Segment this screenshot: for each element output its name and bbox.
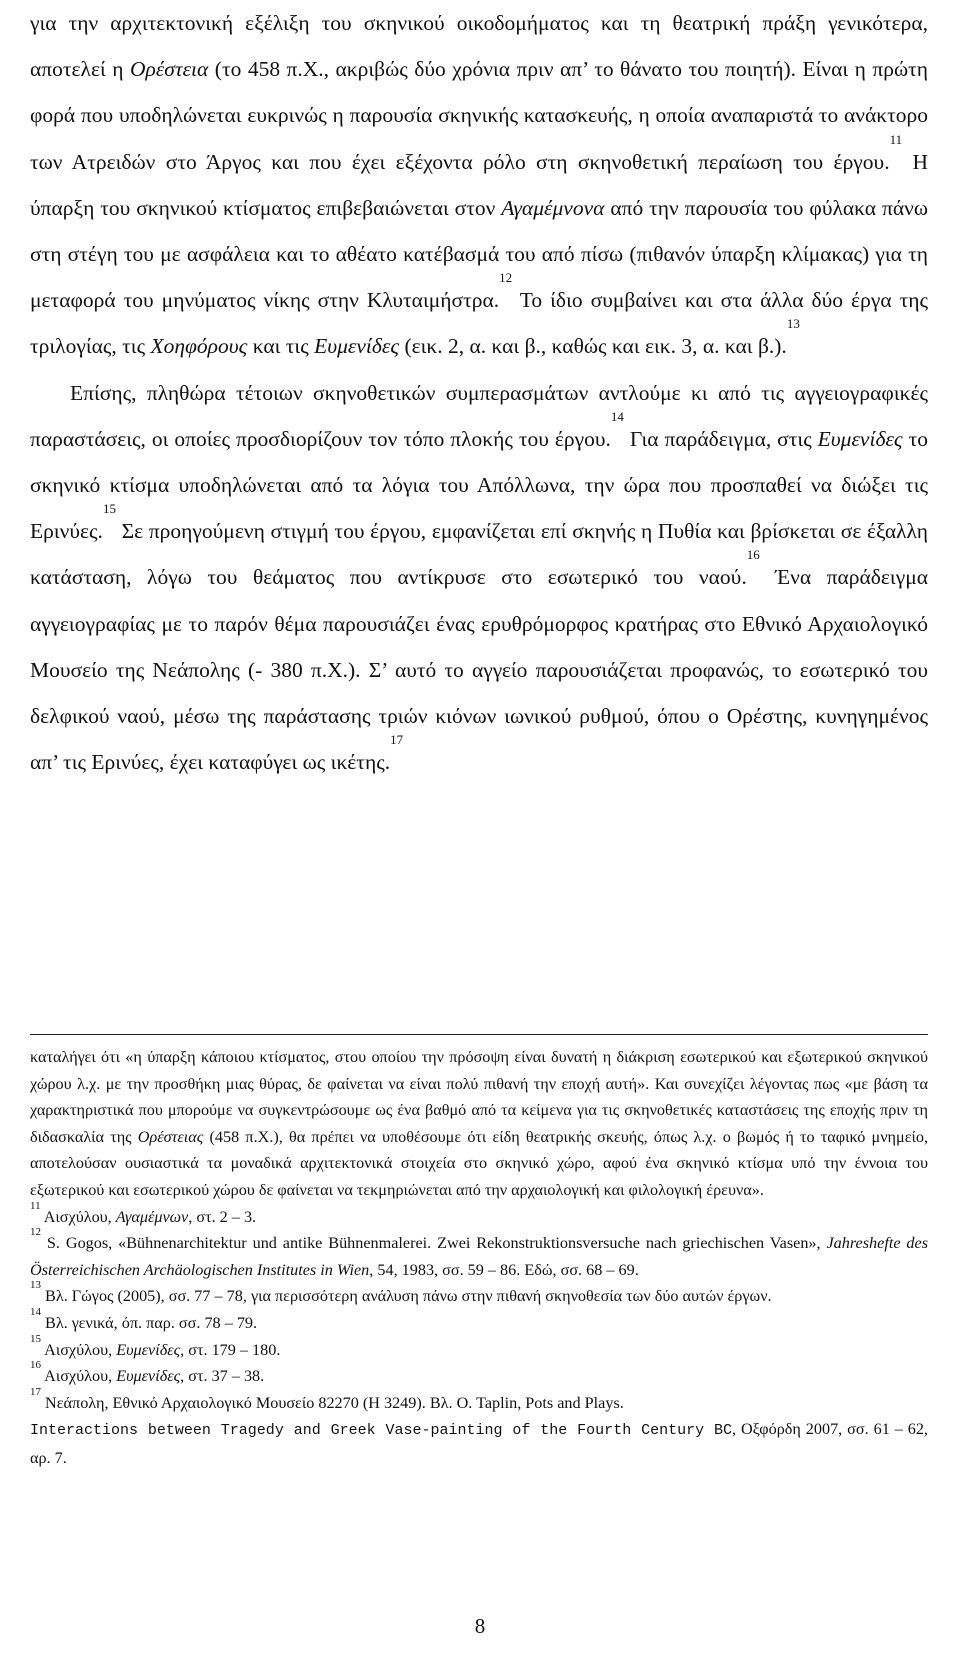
footnote-ref[interactable]: 11 — [889, 131, 903, 147]
page-number: 8 — [474, 1614, 486, 1638]
footnote-13 — [30, 1279, 928, 1310]
italic-title: Ορέστειας — [137, 1127, 204, 1146]
paragraph-2 — [30, 370, 928, 786]
text-run: Ένα παράδειγμα αγγειογραφίας με το παρόν θέμα παρουσιάζει ένας ερυθρόμορφος κρατήρας στο Εθνικό Αρχαιολογικό Μουσείο της Νεάπολης (- 380 π.Χ.). Σ’ αυτό το αγγείο παρουσιάζεται προφανώς, το εσωτερικό του δελφικού ναού, μέσω της παράστασης τριών κιόνων ιωνικού ρυθμού, όπου ο Ορέστης, κυνηγημένος απ’ τις Ερινύες, έχει καταφύγει ως ικέτης. — [30, 565, 929, 775]
footnote-number: 14 — [30, 1305, 41, 1318]
text-run: από την παρουσία του φύλακα πάνω στη στέγη του με ασφάλεια και το αθέατο κατέβασμά του από πίσω (πιθανόν ύπαρξη κλίμακας) για τη μεταφορά του μηνύματος νίκης στην Κλυταιμήστρα. — [30, 195, 928, 313]
text-run: καταλήγει ότι «η ύπαρξη κάποιου κτίσματος, στου οποίου την πρόσοψη είναι δυνατή η διάκριση εσωτερικού και εξωτερικού σκηνικού χώρου λ.χ. με την προσθήκη μιας θύρας, δε φαίνεται να είναι πολύ πιθανή την εποχή αυτή». Και συνεχίζει λέγοντας πως «με βάση τα χαρακτηριστικά που μπορούμε να συγκεντρώσουμε ως ένα βαθμό από τα κείμενα για τις σκηνοθετικές καταστάσεις της εποχής πριν τη διδασκαλία της — [30, 1048, 928, 1146]
footnote-11 — [30, 1199, 928, 1231]
italic-title: Ευμενίδες — [314, 334, 400, 359]
italic-title: Αγαμέμνονα — [501, 195, 605, 220]
footnote-number: 17 — [30, 1385, 41, 1398]
footnote-ref[interactable]: 15 — [102, 501, 116, 517]
text-run: Επίσης, πληθώρα τέτοιων σκηνοθετικών συμπερασμάτων αντλούμε κι από τις αγγειογραφικές παραστάσεις, οι οποίες προσδιορίζουν τον τόπο πλοκής του έργου. — [30, 380, 928, 451]
footnote-15 — [30, 1332, 928, 1364]
text-run: το σκηνικό κτίσμα υποδηλώνεται από τα λόγια του Απόλλωνα, την ώρα που προσπαθεί να διώξει τις Ερινύες. — [30, 426, 929, 544]
footnote-ref[interactable]: 12 — [499, 270, 513, 286]
footnote-ref[interactable]: 14 — [610, 408, 624, 424]
italic-title: Ευμενίδες — [116, 1340, 181, 1359]
footnote-ref[interactable]: 16 — [746, 547, 760, 563]
footnote-number: 11 — [30, 1199, 41, 1212]
footnote-12 — [30, 1226, 928, 1283]
footnotes-section — [30, 1044, 928, 1472]
footnote-separator — [30, 1034, 928, 1035]
paragraph-1 — [30, 0, 928, 370]
text-run: (εικ. 2, α. και β., καθώς και εικ. 3, α. και β.). — [399, 334, 787, 359]
text-run: Για παράδειγμα, στις — [623, 426, 818, 451]
text-run: , στ. 37 – 38. — [180, 1367, 265, 1386]
text-run: για την αρχιτεκτονική εξέλιξη του σκηνικού οικοδομήματος και τη θεατρική πράξη γενικότερα, αποτελεί η — [30, 11, 928, 82]
footnote-14 — [30, 1305, 928, 1337]
text-run: και τις — [247, 334, 315, 359]
text-run: , Οξφόρδη 2007, σσ. 61 – 62, αρ. 7. — [30, 1420, 928, 1467]
text-run: Interactions between Tragedy and Greek Vase-painting of the Fourth Century BC — [30, 1422, 732, 1440]
text-run: (το 458 π.Χ., ακριβώς δύο χρόνια πριν απ’ το θάνατο του ποιητή). Είναι η πρώτη φορά που υποδηλώνεται ευκρινώς η παρουσία σκηνικής κατασκευής, η οποία αναπαριστά το ανάκτορο των Ατρειδών στο Άργος και που έχει εξέχοντα ρόλο στη σκηνοθετική περαίωση του έργου. — [30, 57, 928, 174]
italic-title: Ευμενίδες — [116, 1367, 181, 1386]
italic-title: Jahreshefte des Österreichischen Archäologischen Institutes in Wien — [30, 1234, 928, 1279]
footnote-17 — [30, 1385, 928, 1472]
text-run: Σε προηγούμενη στιγμή του έργου, εμφανίζεται επί σκηνής η Πυθία και βρίσκεται σε έξαλλη κατάσταση, λόγω του θεάματος που αντίκρυσε στο εσωτερικό του ναού. — [30, 519, 928, 590]
text-run: Αισχύλου, — [41, 1340, 117, 1359]
italic-title: Ευμενίδες — [817, 426, 903, 451]
text-run: Νεάπολη, Εθνικό Αρχαιολογικό Μουσείο 82270 (H 3249). Βλ. O. Taplin, Pots and Plays. — [41, 1393, 624, 1412]
main-text — [30, 0, 928, 785]
footnote-continued — [30, 1044, 928, 1204]
footnote-ref[interactable]: 13 — [786, 316, 800, 332]
footnote-number: 12 — [30, 1226, 41, 1239]
text-run: Το ίδιο συμβαίνει και στα άλλα δύο έργα της τριλογίας, τις — [30, 288, 928, 359]
text-run: Αισχύλου, — [40, 1207, 116, 1226]
text-run: , στ. 179 – 180. — [180, 1340, 281, 1359]
text-run: S. Gogos, «Bühnenarchitektur und antike Bühnenmalerei. Zwei Rekonstruktionsversuche nach griechischen Vasen», — [41, 1234, 827, 1253]
italic-title: Χοηφόρους — [150, 334, 248, 359]
italic-title: Ορέστεια — [129, 57, 209, 82]
text-run: (458 π.Χ.), θα πρέπει να υποθέσουμε ότι είδη θεατρικής σκευής, όπως λ.χ. ο βωμός ή το ταφικό μνημείο, αποτελούσαν ουσιαστικά τα μοναδικά αρχιτεκτονικά στοιχεία στο σκηνικό χώρο, αφού ένα σκηνικό κτίσμα υπό την έννοια του εξωτερικού και εσωτερικού χώρου δε φαίνεται να τεκμηριώνεται από την αρχαιολογική και φιλολογική έρευνα». — [30, 1127, 928, 1199]
text-run: Βλ. Γώγος (2005), σσ. 77 – 78, για περισσότερη ανάλυση πάνω στην πιθανή σκηνοθεσία των δύο αυτών έργων. — [41, 1287, 772, 1306]
footnote-number: 13 — [30, 1279, 41, 1292]
footnote-number: 15 — [30, 1332, 41, 1345]
footnote-16 — [30, 1359, 928, 1390]
footnote-number: 16 — [30, 1359, 41, 1372]
text-run: Βλ. γενικά, όπ. παρ. σσ. 78 – 79. — [41, 1313, 258, 1332]
text-run: Αισχύλου, — [41, 1367, 117, 1386]
italic-title: Αγαμέμνων — [115, 1207, 189, 1226]
text-run: Η ύπαρξη του σκηνικού κτίσματος επιβεβαιώνεται στον — [30, 149, 928, 220]
text-run: , στ. 2 – 3. — [188, 1207, 257, 1226]
footnote-ref[interactable]: 17 — [390, 732, 404, 748]
text-run: , 54, 1983, σσ. 59 – 86. Εδώ, σσ. 68 – 69. — [369, 1260, 639, 1279]
